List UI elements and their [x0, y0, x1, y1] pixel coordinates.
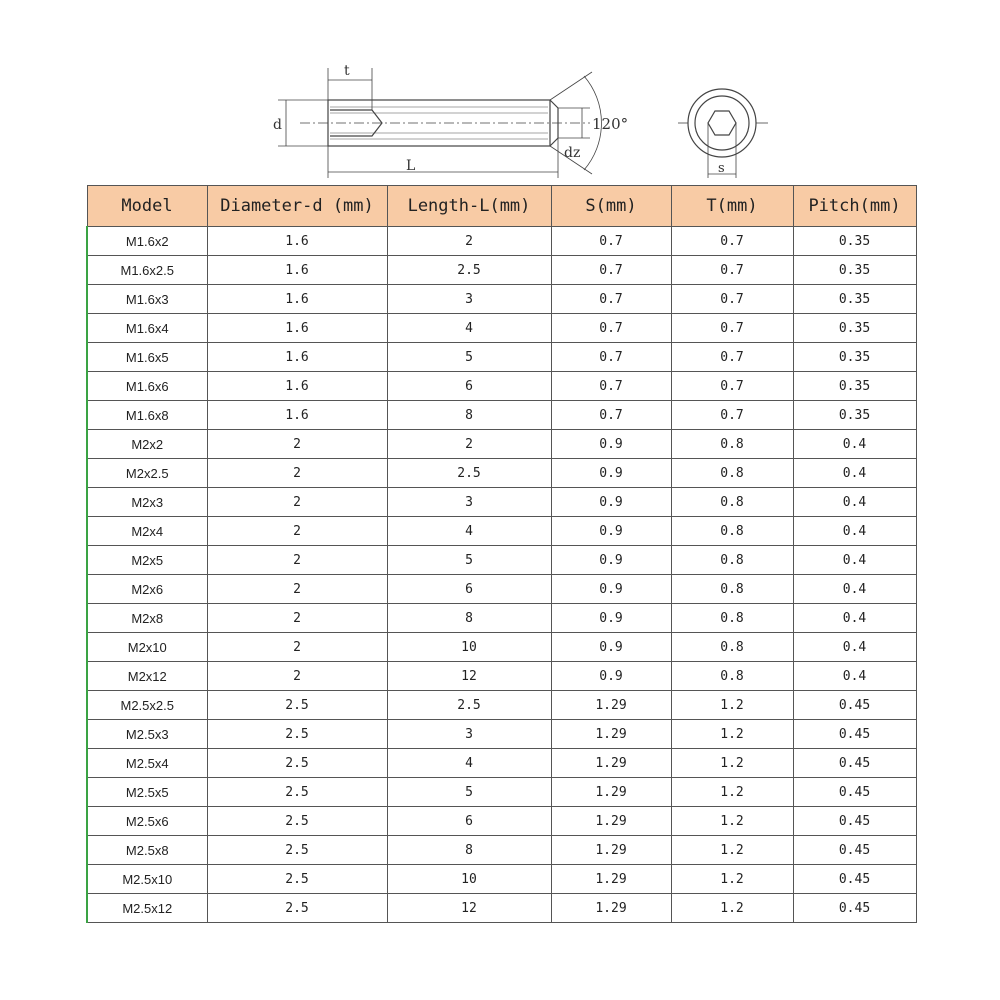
cell-pitch: 0.4	[793, 430, 916, 459]
cell-diameter: 2	[207, 575, 387, 604]
cell-model: M2x6	[87, 575, 207, 604]
cell-model: M1.6x3	[87, 285, 207, 314]
table-row	[87, 488, 916, 517]
header-length: Length-L(mm)	[387, 186, 551, 227]
table-row	[87, 459, 916, 488]
cell-model: M2.5x3	[87, 720, 207, 749]
cell-s: 0.9	[551, 517, 671, 546]
cell-model: M1.6x4	[87, 314, 207, 343]
cell-length: 8	[387, 401, 551, 430]
label-L: L	[406, 158, 416, 174]
cell-pitch: 0.35	[793, 227, 916, 256]
cell-length: 4	[387, 749, 551, 778]
cell-length: 12	[387, 662, 551, 691]
cell-s: 1.29	[551, 691, 671, 720]
label-d: d	[273, 117, 282, 133]
cell-pitch: 0.45	[793, 749, 916, 778]
cell-length: 2.5	[387, 256, 551, 285]
cell-s: 1.29	[551, 836, 671, 865]
label-t: t	[344, 63, 350, 79]
cell-diameter: 2	[207, 488, 387, 517]
cell-s: 0.9	[551, 575, 671, 604]
cell-diameter: 2.5	[207, 865, 387, 894]
cell-model: M2.5x12	[87, 894, 207, 923]
cell-model: M2x2	[87, 430, 207, 459]
cell-length: 12	[387, 894, 551, 923]
table-row	[87, 575, 916, 604]
cell-diameter: 2	[207, 459, 387, 488]
table-row	[87, 836, 916, 865]
set-screw-diagram	[260, 60, 800, 185]
cell-t: 0.7	[671, 314, 793, 343]
cell-pitch: 0.35	[793, 314, 916, 343]
cell-diameter: 2.5	[207, 720, 387, 749]
header-row	[87, 186, 916, 227]
table-body	[87, 227, 916, 923]
table-row	[87, 633, 916, 662]
cell-model: M2x2.5	[87, 459, 207, 488]
cell-length: 10	[387, 633, 551, 662]
cell-pitch: 0.45	[793, 836, 916, 865]
cell-t: 0.8	[671, 604, 793, 633]
cell-pitch: 0.45	[793, 807, 916, 836]
cell-s: 0.9	[551, 459, 671, 488]
cell-length: 3	[387, 488, 551, 517]
cell-t: 1.2	[671, 720, 793, 749]
cell-pitch: 0.4	[793, 575, 916, 604]
cell-s: 1.29	[551, 720, 671, 749]
cell-s: 1.29	[551, 865, 671, 894]
cell-length: 5	[387, 343, 551, 372]
cell-length: 4	[387, 314, 551, 343]
cell-s: 0.7	[551, 401, 671, 430]
cell-diameter: 2.5	[207, 894, 387, 923]
table-row	[87, 285, 916, 314]
table-row	[87, 517, 916, 546]
cell-pitch: 0.4	[793, 604, 916, 633]
cell-pitch: 0.35	[793, 401, 916, 430]
cell-s: 1.29	[551, 894, 671, 923]
cell-s: 0.7	[551, 314, 671, 343]
cell-model: M2x5	[87, 546, 207, 575]
cell-pitch: 0.35	[793, 285, 916, 314]
cell-pitch: 0.4	[793, 517, 916, 546]
cell-t: 0.8	[671, 459, 793, 488]
cell-length: 2.5	[387, 459, 551, 488]
cell-pitch: 0.45	[793, 691, 916, 720]
cell-diameter: 2.5	[207, 749, 387, 778]
table-row	[87, 604, 916, 633]
cell-diameter: 2	[207, 517, 387, 546]
cell-length: 2	[387, 430, 551, 459]
table-row	[87, 430, 916, 459]
cell-length: 2.5	[387, 691, 551, 720]
table-row	[87, 343, 916, 372]
cell-length: 8	[387, 604, 551, 633]
cell-pitch: 0.45	[793, 778, 916, 807]
table-row	[87, 691, 916, 720]
table-row	[87, 865, 916, 894]
cell-diameter: 2	[207, 546, 387, 575]
header-pitch: Pitch(mm)	[793, 186, 916, 227]
cell-pitch: 0.35	[793, 256, 916, 285]
cell-pitch: 0.4	[793, 546, 916, 575]
cell-diameter: 2	[207, 604, 387, 633]
header-t: T(mm)	[671, 186, 793, 227]
cell-length: 5	[387, 546, 551, 575]
cell-length: 4	[387, 517, 551, 546]
spec-table	[86, 185, 917, 923]
table-row	[87, 372, 916, 401]
cell-t: 0.7	[671, 256, 793, 285]
cell-diameter: 2	[207, 430, 387, 459]
cell-s: 0.9	[551, 488, 671, 517]
label-dz: dz	[564, 145, 581, 161]
table-row	[87, 807, 916, 836]
cell-model: M2.5x8	[87, 836, 207, 865]
cell-t: 0.8	[671, 662, 793, 691]
cell-model: M1.6x2.5	[87, 256, 207, 285]
table-row	[87, 256, 916, 285]
cell-model: M2x3	[87, 488, 207, 517]
cell-s: 0.9	[551, 662, 671, 691]
cell-model: M1.6x6	[87, 372, 207, 401]
cell-s: 1.29	[551, 749, 671, 778]
cell-diameter: 2.5	[207, 778, 387, 807]
cell-t: 1.2	[671, 749, 793, 778]
cell-length: 2	[387, 227, 551, 256]
cell-model: M2.5x5	[87, 778, 207, 807]
cell-length: 3	[387, 720, 551, 749]
cell-pitch: 0.45	[793, 720, 916, 749]
cell-diameter: 1.6	[207, 372, 387, 401]
cell-diameter: 2	[207, 662, 387, 691]
cell-t: 0.8	[671, 430, 793, 459]
cell-model: M1.6x8	[87, 401, 207, 430]
cell-s: 0.7	[551, 343, 671, 372]
cell-model: M2.5x6	[87, 807, 207, 836]
table-row	[87, 749, 916, 778]
table-row	[87, 894, 916, 923]
cell-model: M1.6x2	[87, 227, 207, 256]
cell-diameter: 1.6	[207, 285, 387, 314]
cell-pitch: 0.35	[793, 343, 916, 372]
cell-model: M1.6x5	[87, 343, 207, 372]
cell-pitch: 0.4	[793, 459, 916, 488]
cell-model: M2x8	[87, 604, 207, 633]
cell-diameter: 1.6	[207, 343, 387, 372]
cell-length: 6	[387, 807, 551, 836]
cell-s: 1.29	[551, 778, 671, 807]
cell-s: 0.9	[551, 546, 671, 575]
cell-pitch: 0.45	[793, 894, 916, 923]
label-s: s	[718, 161, 725, 176]
cell-s: 1.29	[551, 807, 671, 836]
header-model: Model	[87, 186, 207, 227]
table-row	[87, 662, 916, 691]
cell-diameter: 2.5	[207, 836, 387, 865]
cell-s: 0.9	[551, 604, 671, 633]
cell-s: 0.9	[551, 633, 671, 662]
cell-pitch: 0.35	[793, 372, 916, 401]
cell-t: 0.7	[671, 372, 793, 401]
cell-model: M2.5x4	[87, 749, 207, 778]
cell-t: 1.2	[671, 836, 793, 865]
cell-s: 0.7	[551, 227, 671, 256]
cell-t: 1.2	[671, 807, 793, 836]
cell-diameter: 2	[207, 633, 387, 662]
cell-t: 1.2	[671, 894, 793, 923]
cell-t: 0.7	[671, 401, 793, 430]
cell-s: 0.7	[551, 372, 671, 401]
cell-diameter: 2.5	[207, 691, 387, 720]
cell-diameter: 2.5	[207, 807, 387, 836]
cell-pitch: 0.4	[793, 633, 916, 662]
cell-length: 8	[387, 836, 551, 865]
cell-model: M2.5x2.5	[87, 691, 207, 720]
cell-diameter: 1.6	[207, 256, 387, 285]
table-row	[87, 401, 916, 430]
cell-t: 1.2	[671, 778, 793, 807]
cell-length: 6	[387, 575, 551, 604]
cell-pitch: 0.4	[793, 488, 916, 517]
header-diameter: Diameter-d (mm)	[207, 186, 387, 227]
table-row	[87, 227, 916, 256]
cell-pitch: 0.4	[793, 662, 916, 691]
cell-pitch: 0.45	[793, 865, 916, 894]
cell-t: 0.7	[671, 285, 793, 314]
cell-s: 0.7	[551, 285, 671, 314]
cell-length: 10	[387, 865, 551, 894]
cell-model: M2x4	[87, 517, 207, 546]
cell-diameter: 1.6	[207, 227, 387, 256]
header-s: S(mm)	[551, 186, 671, 227]
cell-model: M2x10	[87, 633, 207, 662]
cell-t: 1.2	[671, 691, 793, 720]
label-angle: 120°	[592, 115, 629, 133]
cell-model: M2.5x10	[87, 865, 207, 894]
cell-diameter: 1.6	[207, 314, 387, 343]
cell-t: 1.2	[671, 865, 793, 894]
cell-t: 0.7	[671, 343, 793, 372]
cell-model: M2x12	[87, 662, 207, 691]
cell-length: 3	[387, 285, 551, 314]
table-row	[87, 546, 916, 575]
cell-length: 6	[387, 372, 551, 401]
cell-t: 0.8	[671, 488, 793, 517]
table-row	[87, 314, 916, 343]
table-row	[87, 720, 916, 749]
cell-t: 0.8	[671, 633, 793, 662]
cell-t: 0.8	[671, 575, 793, 604]
table-row	[87, 778, 916, 807]
cell-t: 0.8	[671, 546, 793, 575]
cell-t: 0.8	[671, 517, 793, 546]
cell-length: 5	[387, 778, 551, 807]
cell-t: 0.7	[671, 227, 793, 256]
cell-diameter: 1.6	[207, 401, 387, 430]
hex-socket-end	[708, 111, 736, 135]
cell-s: 0.9	[551, 430, 671, 459]
cell-s: 0.7	[551, 256, 671, 285]
